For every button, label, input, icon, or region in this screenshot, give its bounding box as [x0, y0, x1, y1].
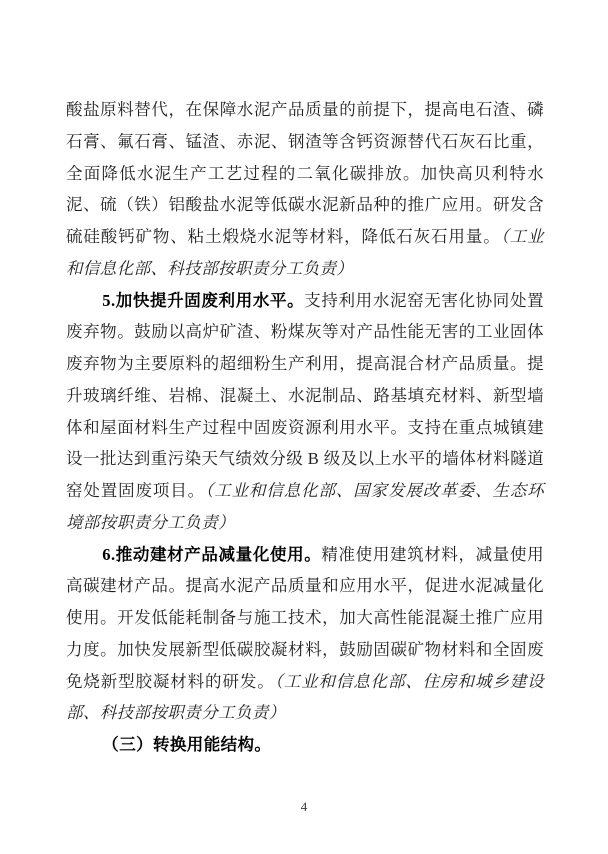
page-number: 4 [300, 799, 308, 814]
paragraph-body-text: 支持利用水泥窑无害化协同处置废弃物。鼓励以高炉矿渣、粉煤灰等对产品性能无害的工业固体废弃物为主要原料的超细粉生产利用，提高混合材产品质量。提升玻璃纤维、岩棉、混凝土、水泥制品、路基填充材料、新型墙体和屋面材料生产过程中固废资源利用水平。支持在重点城镇建设一批达到重污染天气绩效分级 B 级及以上水平的墙体材料隧道窑处置固废项目。 [66, 290, 544, 500]
responsibility-attribution-text: （工业和信息化部、住房和城乡建设部、科技部按职责分工负责） [66, 671, 544, 723]
paragraph-item-5 [66, 285, 544, 539]
item-6-lead-title: 6.推动建材产品减量化使用。 [102, 544, 322, 564]
section-heading: （三）转换用能结构。 [102, 735, 272, 754]
responsibility-attribution-text: （工业和信息化部、科技部按职责分工负责） [66, 227, 545, 278]
item-5-lead-title: 5.加快提升固废利用水平。 [102, 290, 305, 310]
responsibility-attribution-text: （工业和信息化部、国家发展改革委、生态环境部按职责分工负责） [66, 481, 545, 532]
paragraph-item-6 [66, 539, 544, 730]
page-content [66, 94, 544, 761]
paragraph-body-text: 酸盐原料替代，在保障水泥产品质量的前提下，提高电石渣、磷石膏、氟石膏、锰渣、赤泥、钢渣等含钙资源替代石灰石比重，全面降低水泥生产工艺过程的二氧化碳排放。加快高贝利特水泥、硫（铁）铝酸盐水泥等低碳水泥新品种的推广应用。研发含硫硅酸钙矿物、粘土煅烧水泥等材料，降低石灰石用量。 [66, 100, 544, 246]
paragraph-continued [66, 94, 544, 285]
paragraph-body-text: 精准使用建筑材料，减量使用高碳建材产品。提高水泥产品质量和应用水平，促进水泥减量化使用。开发低能耗制备与施工技术，加大高性能混凝土推广应用力度。加快发展新型低碳胶凝材料，鼓励固碳矿物材料和全固废免烧新型胶凝材料的研发。 [66, 544, 544, 691]
